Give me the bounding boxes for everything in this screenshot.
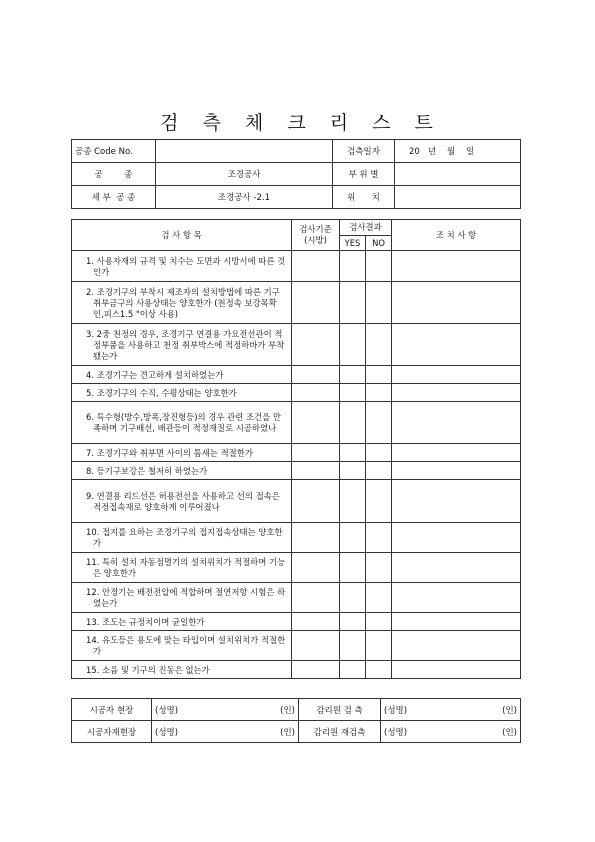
standard-cell[interactable]: [292, 583, 340, 613]
checklist-item: 14. 유도등은 용도에 맞는 타입이며 설치위치가 적절한가: [72, 631, 292, 661]
yes-cell[interactable]: [340, 553, 366, 583]
inspection-date-field[interactable]: 20 년 월 일: [395, 140, 521, 163]
supervisor-field-signature[interactable]: (성명) (인): [381, 699, 521, 721]
no-cell[interactable]: [366, 324, 392, 366]
yes-cell[interactable]: [340, 631, 366, 661]
yes-cell[interactable]: [340, 480, 366, 523]
contractor-rep-signature[interactable]: (성명) (인): [152, 721, 299, 743]
standard-cell[interactable]: [292, 462, 340, 480]
yes-cell[interactable]: [340, 384, 366, 402]
checklist-item: 9. 연결용 리드선은 허용전선을 사용하고 선의 접속은 적정접속재로 양호하게 이루어졌나: [72, 480, 292, 523]
yes-cell[interactable]: [340, 282, 366, 324]
action-cell[interactable]: [392, 661, 521, 679]
checklist-item: 10. 접지를 요하는 조경기구의 접지접속상태는 양호한가: [72, 523, 292, 553]
standard-cell[interactable]: [292, 661, 340, 679]
contractor-rep-label: 시공자재현장: [72, 721, 152, 743]
yes-cell[interactable]: [340, 661, 366, 679]
action-cell[interactable]: [392, 613, 521, 631]
process-code-label: 공종 Code No.: [72, 140, 156, 163]
action-cell[interactable]: [392, 251, 521, 282]
process-code-field[interactable]: [156, 140, 333, 163]
header-table: [71, 139, 521, 209]
yes-cell[interactable]: [340, 583, 366, 613]
no-cell[interactable]: [366, 613, 392, 631]
no-cell[interactable]: [366, 661, 392, 679]
action-cell[interactable]: [392, 462, 521, 480]
col-standard-header: 검사기준 (시방): [292, 220, 340, 251]
yes-cell[interactable]: [340, 402, 366, 444]
standard-cell[interactable]: [292, 613, 340, 631]
no-cell[interactable]: [366, 553, 392, 583]
action-cell[interactable]: [392, 480, 521, 523]
col-result-header: 검사결과: [340, 220, 392, 236]
no-cell[interactable]: [366, 366, 392, 384]
yes-cell[interactable]: [340, 462, 366, 480]
action-cell[interactable]: [392, 282, 521, 324]
no-cell[interactable]: [366, 631, 392, 661]
process-field[interactable]: 조경공사: [156, 163, 333, 186]
no-cell[interactable]: [366, 444, 392, 462]
col-item-header: 검 사 항 목: [72, 220, 292, 251]
inspection-date-label: 검측일자: [333, 140, 395, 163]
col-yes-header: YES: [340, 236, 366, 251]
standard-cell[interactable]: [292, 444, 340, 462]
checklist-item: 2. 조경기구의 부착시 제조자의 설치방법에 따른 기구취부금구의 사용상태는 양호한가 (천정속 보강목확인,피스1.5 "이상 사용): [72, 282, 292, 324]
col-no-header: NO: [366, 236, 392, 251]
no-cell[interactable]: [366, 282, 392, 324]
checklist-item: 6. 특수형(방수,방폭,장진형등)의 경우 관련 조건을 만족하며 기구배선, 배관등이 적정재질로 시공하였나: [72, 402, 292, 444]
no-cell[interactable]: [366, 523, 392, 553]
process-label: 공 종: [72, 163, 156, 186]
action-cell[interactable]: [392, 366, 521, 384]
subprocess-field[interactable]: 조경공사 -2.1: [156, 186, 333, 209]
yes-cell[interactable]: [340, 613, 366, 631]
checklist-item: 1. 사용자재의 규격 및 치수는 도면과 시방서에 따른 것인가: [72, 251, 292, 282]
checklist-item: 15. 소음 및 기구의 진동은 없는가: [72, 661, 292, 679]
action-cell[interactable]: [392, 402, 521, 444]
checklist-item: 5. 조경기구의 수직, 수평상태는 양호한가: [72, 384, 292, 402]
standard-cell[interactable]: [292, 366, 340, 384]
page-title: 검 측 체 크 리 스 트: [160, 112, 435, 134]
checklist-table: [71, 219, 521, 679]
signature-table: [71, 698, 521, 743]
action-cell[interactable]: [392, 523, 521, 553]
standard-cell[interactable]: [292, 523, 340, 553]
checklist-item: 7. 조경기구와 취부면 사이의 틈새는 적절한가: [72, 444, 292, 462]
contractor-field-signature[interactable]: (성명) (인): [152, 699, 299, 721]
no-cell[interactable]: [366, 251, 392, 282]
standard-cell[interactable]: [292, 402, 340, 444]
standard-cell[interactable]: [292, 324, 340, 366]
yes-cell[interactable]: [340, 444, 366, 462]
yes-cell[interactable]: [340, 366, 366, 384]
contractor-field-label: 시공자 현장: [72, 699, 152, 721]
action-cell[interactable]: [392, 384, 521, 402]
supervisor-field-label: 감리원 검 측: [299, 699, 381, 721]
checklist-item: 8. 등기구보강은 철저히 하였는가: [72, 462, 292, 480]
standard-cell[interactable]: [292, 480, 340, 523]
action-cell[interactable]: [392, 444, 521, 462]
action-cell[interactable]: [392, 631, 521, 661]
position-label: 위 치: [333, 186, 395, 209]
col-action-header: 조 치 사 항: [392, 220, 521, 251]
standard-cell[interactable]: [292, 251, 340, 282]
no-cell[interactable]: [366, 462, 392, 480]
yes-cell[interactable]: [340, 324, 366, 366]
standard-cell[interactable]: [292, 553, 340, 583]
action-cell[interactable]: [392, 583, 521, 613]
supervisor-rep-signature[interactable]: (성명) (인): [381, 721, 521, 743]
yes-cell[interactable]: [340, 523, 366, 553]
supervisor-rep-label: 감리원 재검측: [299, 721, 381, 743]
checklist-item: 12. 안정기는 배전전압에 적합하며 절연저항 시험은 하였는가: [72, 583, 292, 613]
no-cell[interactable]: [366, 480, 392, 523]
location-field[interactable]: [395, 163, 521, 186]
checklist-item: 4. 조경기구는 견고하게 설치하였는가: [72, 366, 292, 384]
standard-cell[interactable]: [292, 384, 340, 402]
yes-cell[interactable]: [340, 251, 366, 282]
standard-cell[interactable]: [292, 282, 340, 324]
standard-cell[interactable]: [292, 631, 340, 661]
subprocess-label: 세 부 공 종: [72, 186, 156, 209]
checklist-item: 11. 특히 설치 자동점멸기의 설치위치가 적절하며 기능은 양호한가: [72, 553, 292, 583]
action-cell[interactable]: [392, 324, 521, 366]
action-cell[interactable]: [392, 553, 521, 583]
checklist-item: 3. 2중 천정의 경우, 조경기구 연결용 가요전선관이 적정부품을 사용하고 천정 취부박스에 적정하바가 부착됐는가: [72, 324, 292, 366]
no-cell[interactable]: [366, 402, 392, 444]
no-cell[interactable]: [366, 583, 392, 613]
checklist-item: 13. 조도는 규정치이며 균일한가: [72, 613, 292, 631]
no-cell[interactable]: [366, 384, 392, 402]
position-field[interactable]: [395, 186, 521, 209]
location-label: 부 위 별: [333, 163, 395, 186]
